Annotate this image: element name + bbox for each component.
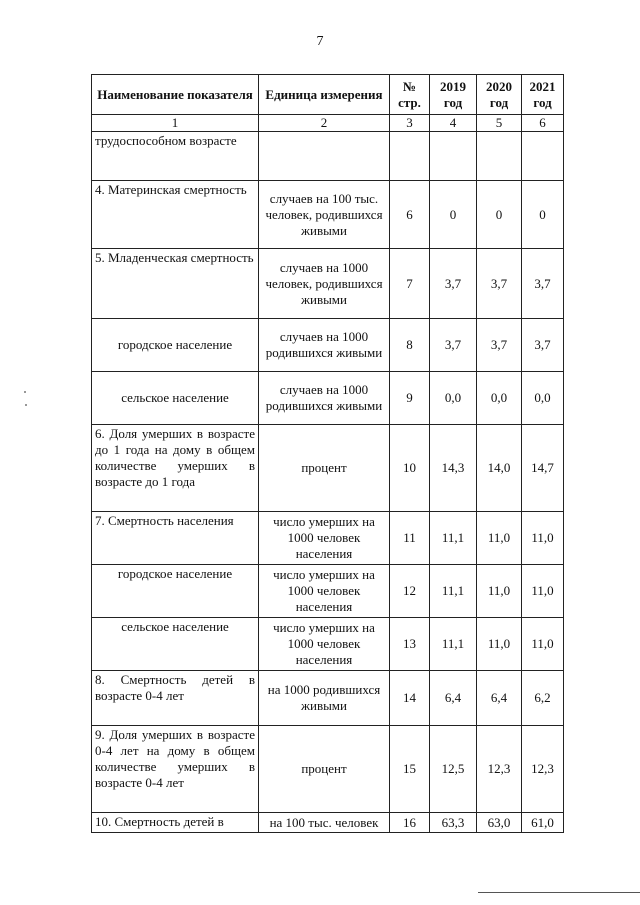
indicator-name: 8. Смертность детей в возрасте 0-4 лет [92,671,259,726]
indicator-unit: число умерших на 1000 человек населения [259,512,390,565]
indicator-name: 10. Смертность детей в [92,813,259,833]
value-2019: 6,4 [430,671,477,726]
indicator-name: городское население [92,565,259,618]
indicator-name: 6. Доля умерших в возрасте до 1 года на дому в общем количестве умерших в возрасте до 1 года [92,425,259,512]
value-2019: 63,3 [430,813,477,833]
line-number: 13 [390,618,430,671]
line-number: 14 [390,671,430,726]
table-header-row [92,75,564,115]
value-2019: 3,7 [430,319,477,372]
value-2019: 11,1 [430,512,477,565]
column-number: 1 [92,115,259,132]
column-number: 6 [522,115,564,132]
value-2021: 6,2 [522,671,564,726]
table-row [92,132,564,181]
value-2021: 11,0 [522,618,564,671]
line-number: 11 [390,512,430,565]
value-2019: 3,7 [430,249,477,319]
scan-speck [25,404,27,406]
indicator-name: 7. Смертность населения [92,512,259,565]
value-2020: 0,0 [477,372,522,425]
value-2021 [522,132,564,181]
line-number: 6 [390,181,430,249]
table-row [92,249,564,319]
value-2020: 11,0 [477,618,522,671]
value-2020: 3,7 [477,249,522,319]
value-2019 [430,132,477,181]
value-2020 [477,132,522,181]
value-2020: 12,3 [477,726,522,813]
value-2021: 0 [522,181,564,249]
indicators-table [91,74,564,833]
column-number: 3 [390,115,430,132]
indicator-name: трудоспособном возрасте [92,132,259,181]
table-row [92,726,564,813]
value-2019: 11,1 [430,618,477,671]
page-number: 7 [316,34,324,49]
header-year-2021: 2021 год [522,75,564,115]
header-indicator-name: Наименование показателя [92,75,259,115]
column-number: 5 [477,115,522,132]
scan-edge-line [478,892,640,893]
indicator-name: 9. Доля умерших в возрасте 0-4 лет на дому в общем количестве умерших в возрасте 0-4 лет [92,726,259,813]
value-2019: 0 [430,181,477,249]
table-row [92,372,564,425]
column-number-row [92,115,564,132]
value-2019: 12,5 [430,726,477,813]
value-2019: 14,3 [430,425,477,512]
value-2019: 11,1 [430,565,477,618]
table-row [92,512,564,565]
value-2021: 14,7 [522,425,564,512]
header-year-2019: 2019 год [430,75,477,115]
value-2021: 11,0 [522,565,564,618]
value-2021: 3,7 [522,319,564,372]
indicator-unit: процент [259,726,390,813]
column-number: 4 [430,115,477,132]
line-number: 12 [390,565,430,618]
value-2019: 0,0 [430,372,477,425]
indicator-unit: случаев на 1000 человек, родившихся живыми [259,249,390,319]
line-number [390,132,430,181]
indicator-unit: на 100 тыс. человек [259,813,390,833]
table-row [92,618,564,671]
table-row [92,319,564,372]
indicator-name: сельское население [92,372,259,425]
indicator-unit: случаев на 1000 родившихся живыми [259,372,390,425]
value-2020: 0 [477,181,522,249]
value-2021: 0,0 [522,372,564,425]
indicator-unit: случаев на 100 тыс. человек, родившихся живыми [259,181,390,249]
line-number: 15 [390,726,430,813]
indicator-name: 4. Материнская смертность [92,181,259,249]
header-line-number: № стр. [390,75,430,115]
indicator-name: городское население [92,319,259,372]
table-row [92,813,564,833]
table-row [92,425,564,512]
indicator-unit: на 1000 родившихся живыми [259,671,390,726]
value-2020: 11,0 [477,565,522,618]
value-2021: 12,3 [522,726,564,813]
value-2020: 63,0 [477,813,522,833]
indicator-name: сельское население [92,618,259,671]
header-unit: Единица измерения [259,75,390,115]
line-number: 16 [390,813,430,833]
table-row [92,565,564,618]
line-number: 9 [390,372,430,425]
line-number: 7 [390,249,430,319]
indicator-unit: число умерших на 1000 человек населения [259,618,390,671]
line-number: 10 [390,425,430,512]
table-row [92,671,564,726]
header-year-2020: 2020 год [477,75,522,115]
value-2020: 11,0 [477,512,522,565]
indicator-unit: число умерших на 1000 человек населения [259,565,390,618]
value-2021: 61,0 [522,813,564,833]
line-number: 8 [390,319,430,372]
indicator-unit: случаев на 1000 родившихся живыми [259,319,390,372]
scan-speck [24,391,26,393]
value-2021: 11,0 [522,512,564,565]
table-row [92,181,564,249]
indicator-name: 5. Младенческая смертность [92,249,259,319]
column-number: 2 [259,115,390,132]
indicator-unit: процент [259,425,390,512]
value-2020: 14,0 [477,425,522,512]
value-2020: 3,7 [477,319,522,372]
value-2021: 3,7 [522,249,564,319]
indicator-unit [259,132,390,181]
value-2020: 6,4 [477,671,522,726]
